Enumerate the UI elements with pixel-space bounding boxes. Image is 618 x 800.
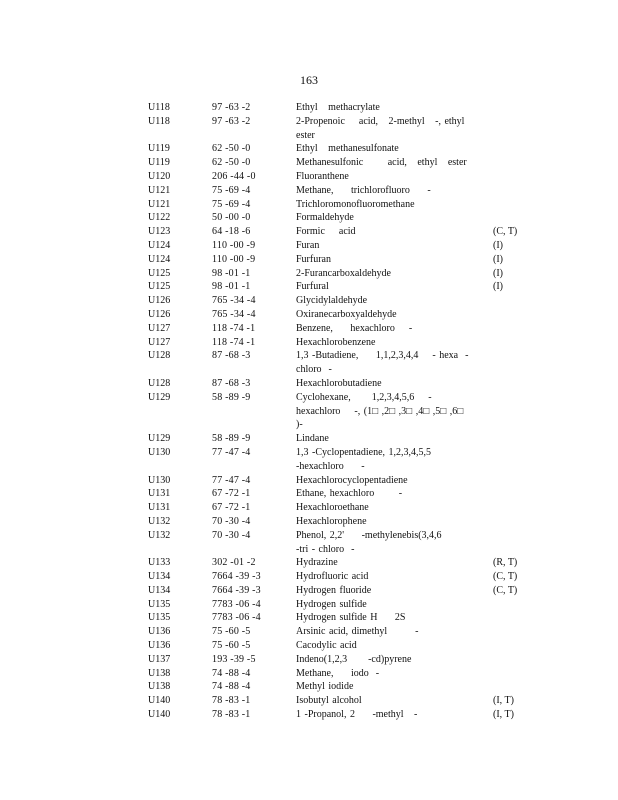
hazard-code: (C, T) [493,226,518,238]
substance-name: Hexachloroethane [296,502,369,514]
waste-code: U140 [148,709,171,721]
hazard-code: (I, T) [493,709,514,721]
substance-name: Methane, iodo - [296,667,380,679]
substance-name: Furfural [296,281,329,293]
substance-name: Phenol, 2,2' -methylenebis(3,4,6 -tri - chloro - [296,529,470,555]
substance-name: Methanesulfonic acid, ethyl ester [296,157,467,169]
cas-number: 97 -63 -2 [212,102,251,113]
substance-name: 1,3 -Butadiene, 1,1,2,3,4,4 - hexa - chloro - [296,350,472,376]
table-row [0,708,618,722]
cas-number: 98 -01 -1 [212,267,251,279]
substance-name: Formic acid [296,226,356,238]
cas-number: 78 -83 -1 [212,709,251,721]
cas-number: 77 -47 -4 [212,474,251,486]
cas-number: 87 -68 -3 [212,350,251,362]
waste-code: U136 [148,626,171,638]
table-row [0,680,618,694]
waste-code: U130 [148,474,171,486]
cas-number: 67 -72 -1 [212,488,251,500]
cas-number: 7664 -39 -3 [212,571,261,583]
cas-number: 302 -01 -2 [212,557,256,569]
table-row [0,611,618,625]
substance-name: Methyl iodide [296,681,354,693]
waste-code: U124 [148,253,171,265]
waste-code: U120 [148,170,171,182]
cas-number: 62 -50 -0 [212,143,251,155]
table-row [0,253,618,267]
waste-code: U118 [148,102,170,113]
cas-number: 206 -44 -0 [212,170,256,182]
waste-code: U127 [148,322,171,334]
table-row [0,694,618,708]
waste-code: U138 [148,681,171,693]
substance-name: 1 -Propanol, 2 -methyl - [296,709,418,721]
substance-name: Hexachlorophene [296,515,367,527]
table-row [0,349,618,377]
waste-code: U131 [148,488,171,500]
substance-name: Cyclohexane, 1,2,3,4,5,6 -hexachloro -, (1□ ,2□ ,3□ ,4□ ,5□ ,6□ )- [296,391,467,431]
table-row [0,267,618,281]
table-row [0,156,618,170]
table-row [0,529,618,557]
cas-number: 75 -69 -4 [212,184,251,196]
substance-name: Hexachlorocyclopentadiene [296,474,408,486]
table-row [0,432,618,446]
table-row [0,198,618,212]
substance-name: Hydrogen fluoride [296,584,372,596]
substance-name: Methane, trichlorofluoro - [296,184,431,196]
cas-number: 74 -88 -4 [212,667,251,679]
cas-number: 70 -30 -4 [212,515,251,527]
substance-name: Oxiranecarboxyaldehyde [296,308,397,320]
table-row [0,308,618,322]
cas-number: 70 -30 -4 [212,529,251,541]
substance-name: 2-Furancarboxaldehyde [296,267,391,279]
cas-number: 118 -74 -1 [212,322,256,334]
hazard-code: (I, T) [493,695,514,707]
substance-name: Hexachlorobutadiene [296,377,382,389]
cas-number: 7664 -39 -3 [212,584,261,596]
substance-name: Hexachlorobenzene [296,336,376,348]
substance-name: Fluoranthene [296,170,349,182]
hazard-code: (C, T) [493,571,518,583]
table-row [0,115,618,143]
substance-name: 1,3 -Cyclopentadiene, 1,2,3,4,5,5 -hexachloro - [296,446,470,472]
waste-code: U131 [148,502,171,514]
waste-code: U137 [148,653,171,665]
cas-number: 118 -74 -1 [212,336,256,348]
cas-number: 75 -60 -5 [212,640,251,652]
substance-name: 2-Propenoic acid, 2-methyl -, ethyl ester [296,115,468,141]
waste-code: U134 [148,584,171,596]
waste-code: U128 [148,350,171,362]
substance-name: Hydrazine [296,557,338,569]
cas-number: 765 -34 -4 [212,308,256,320]
waste-code: U119 [148,143,170,155]
hazard-code: (I) [493,267,503,279]
waste-code: U129 [148,391,171,403]
waste-code: U121 [148,184,171,196]
waste-code: U123 [148,226,171,238]
cas-number: 765 -34 -4 [212,295,256,307]
table-row [0,487,618,501]
cas-number: 78 -83 -1 [212,695,251,707]
waste-code: U125 [148,281,171,293]
waste-code: U127 [148,336,171,348]
hazard-code: (I) [493,253,503,265]
cas-number: 74 -88 -4 [212,681,251,693]
substance-name: Furan [296,239,320,251]
cas-number: 64 -18 -6 [212,226,251,238]
substance-name: Hydrofluoric acid [296,571,369,583]
table-row [0,101,618,115]
table-row [0,239,618,253]
table-row [0,322,618,336]
cas-number: 62 -50 -0 [212,157,251,169]
waste-code: U130 [148,446,171,458]
table-row [0,294,618,308]
page-number: 163 [300,73,318,87]
waste-code: U134 [148,571,171,583]
cas-number: 77 -47 -4 [212,446,251,458]
substance-name: Glycidylaldehyde [296,295,368,307]
substance-name: Hydrogen sulfide H 2S [296,612,406,624]
table-row [0,584,618,598]
table-row [0,625,618,639]
substance-name: Formaldehyde [296,212,354,224]
cas-number: 75 -69 -4 [212,198,251,210]
waste-code: U122 [148,212,171,224]
waste-code: U128 [148,377,171,389]
waste-code: U135 [148,598,171,610]
waste-code: U126 [148,308,171,320]
substance-name: Hydrogen sulfide [296,598,367,610]
table-row [0,377,618,391]
waste-code: U119 [148,157,170,169]
table-row [0,225,618,239]
cas-number: 67 -72 -1 [212,502,251,514]
cas-number: 98 -01 -1 [212,281,251,293]
waste-code: U132 [148,529,171,541]
waste-code: U118 [148,115,170,127]
waste-code: U126 [148,295,171,307]
hazard-code: (C, T) [493,584,518,596]
cas-number: 193 -39 -5 [212,653,256,665]
substance-name: Arsinic acid, dimethyl - [296,626,419,638]
hazard-code: (I) [493,281,503,293]
waste-code: U135 [148,612,171,624]
table-row [0,336,618,350]
table-row [0,474,618,488]
cas-number: 7783 -06 -4 [212,612,261,624]
substance-name: Ethane, hexachloro - [296,488,403,500]
cas-number: 110 -00 -9 [212,253,256,265]
substance-name: Isobutyl alcohol [296,695,362,707]
table-row [0,598,618,612]
cas-number: 110 -00 -9 [212,239,256,251]
substance-name: Ethyl methanesulfonate [296,143,399,155]
waste-code: U133 [148,557,171,569]
waste-code: U136 [148,640,171,652]
table-row [0,667,618,681]
substance-name: Ethyl methacrylate [296,102,380,113]
table-row [0,211,618,225]
cas-number: 75 -60 -5 [212,626,251,638]
substance-name: Trichloromonofluoromethane [296,198,415,210]
waste-code: U140 [148,695,171,707]
cas-number: 58 -89 -9 [212,433,251,445]
cas-number: 87 -68 -3 [212,377,251,389]
table-row [0,170,618,184]
cas-number: 50 -00 -0 [212,212,251,224]
cas-number: 58 -89 -9 [212,391,251,403]
hazardous-waste-table [0,101,618,722]
waste-code: U121 [148,198,171,210]
table-row [0,391,618,432]
waste-code: U124 [148,239,171,251]
substance-name: Cacodylic acid [296,640,357,652]
hazard-code: (I) [493,239,503,251]
table-row [0,142,618,156]
hazard-code: (R, T) [493,557,518,569]
table-row [0,639,618,653]
table-row [0,653,618,667]
substance-name: Indeno(1,2,3 -cd)pyrene [296,653,412,665]
table-row [0,570,618,584]
table-row [0,280,618,294]
waste-code: U125 [148,267,171,279]
substance-name: Furfuran [296,253,331,265]
table-row [0,515,618,529]
substance-name: Benzene, hexachloro - [296,322,413,334]
table-row [0,184,618,198]
table-row [0,446,618,474]
table-row [0,501,618,515]
cas-number: 97 -63 -2 [212,115,251,127]
waste-code: U132 [148,515,171,527]
substance-name: Lindane [296,433,329,445]
table-row [0,556,618,570]
waste-code: U129 [148,433,171,445]
cas-number: 7783 -06 -4 [212,598,261,610]
waste-code: U138 [148,667,171,679]
